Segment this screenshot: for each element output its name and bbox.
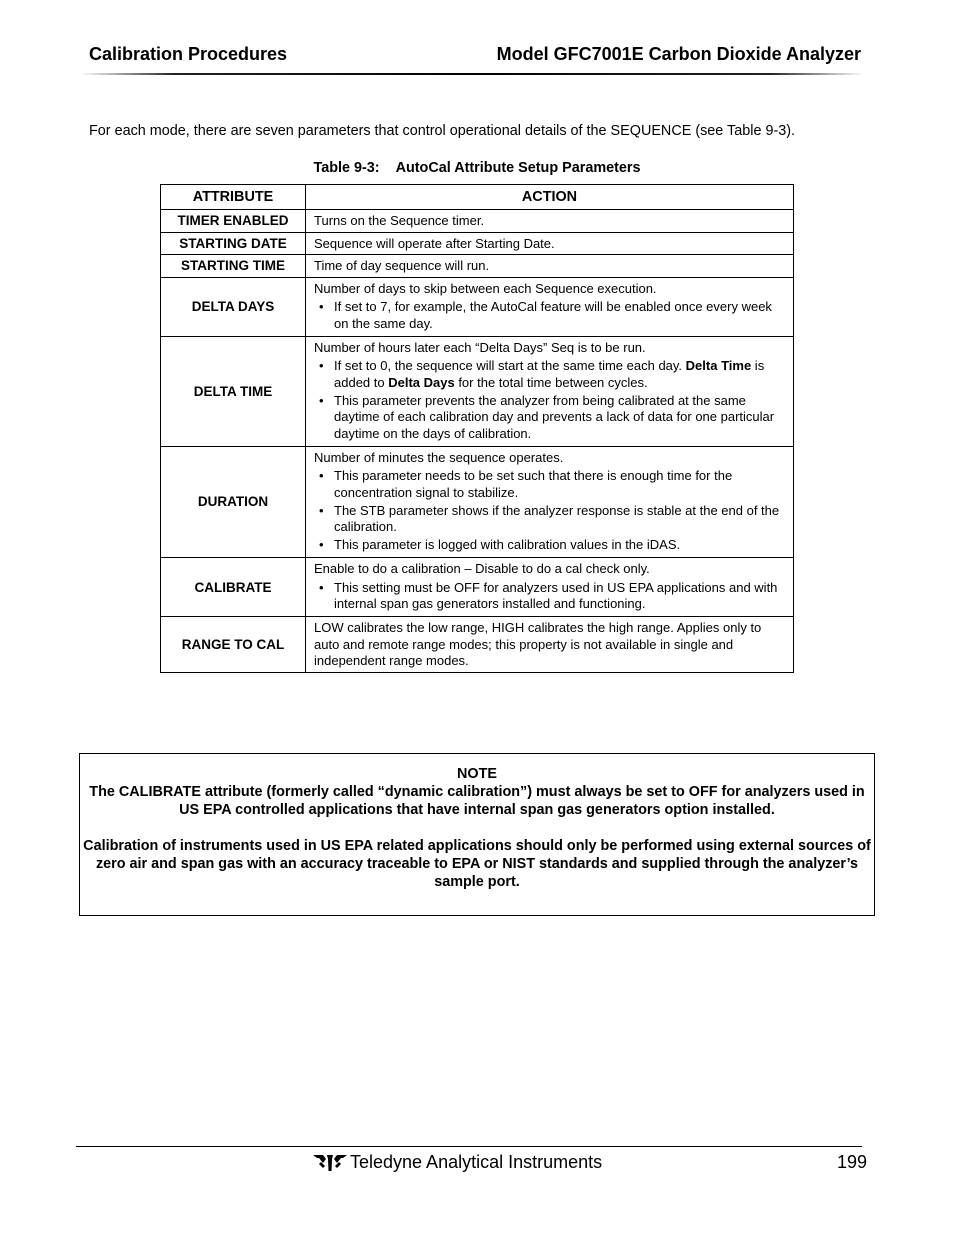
table-row bbox=[161, 232, 794, 255]
footer-company: Teledyne Analytical Instruments bbox=[350, 1152, 603, 1172]
note-paragraph: Calibration of instruments used in US EPA related applications should only be performed using external sources of zero air and span gas with an accuracy traceable to EPA or NIST standards and supplied through the analyzer’s sample port. bbox=[83, 838, 871, 890]
bullet-list bbox=[314, 468, 786, 554]
column-header-attribute: ATTRIBUTE bbox=[161, 185, 306, 210]
autocal-attribute-table bbox=[160, 184, 794, 673]
attribute-name: CALIBRATE bbox=[161, 558, 306, 617]
intro-paragraph: For each mode, there are seven parameters that control operational details of the SEQUENCE (see Table 9-3). bbox=[89, 123, 796, 139]
bullet-text: If set to 0, the sequence will start at the same time each day. bbox=[334, 358, 686, 373]
attribute-name: DELTA TIME bbox=[161, 336, 306, 446]
bullet-bold-text: Delta Time bbox=[685, 358, 752, 373]
attribute-action: Time of day sequence will run. bbox=[306, 255, 794, 278]
table-header-row bbox=[161, 185, 794, 210]
attribute-action: LOW calibrates the low range, HIGH calibrates the high range. Applies only to auto and remote range modes; this property is not available in single and independent range modes. bbox=[306, 617, 794, 673]
table-row bbox=[161, 446, 794, 558]
action-text: Enable to do a calibration – Disable to do a cal check only. bbox=[314, 561, 650, 576]
table-caption-number: Table 9-3: bbox=[313, 160, 380, 176]
attribute-name: DELTA DAYS bbox=[161, 277, 306, 336]
attribute-action bbox=[306, 558, 794, 617]
table-row bbox=[161, 336, 794, 446]
bullet-item: • This parameter prevents the analyzer from being calibrated at the same daytime of each calibration day and prevents a lack of data for one particular daytime on the days of calibration. bbox=[334, 393, 786, 443]
column-header-action: ACTION bbox=[306, 185, 794, 210]
bullet-item: • This parameter needs to be set such that there is enough time for the concentration signal to stabilize. bbox=[334, 468, 786, 501]
bullet-item: • The STB parameter shows if the analyzer response is stable at the end of the calibration. bbox=[334, 503, 786, 536]
attribute-name: STARTING TIME bbox=[161, 255, 306, 278]
page-number: 199 bbox=[836, 1152, 867, 1172]
attribute-name: DURATION bbox=[161, 446, 306, 558]
footer-divider bbox=[76, 1146, 862, 1147]
table-row bbox=[161, 558, 794, 617]
action-text: Number of days to skip between each Sequence execution. bbox=[314, 280, 657, 296]
bullet-item bbox=[334, 358, 786, 391]
bullet-text: for the total time between cycles. bbox=[454, 374, 648, 390]
table-row bbox=[161, 617, 794, 673]
table-caption bbox=[0, 160, 954, 176]
attribute-name: TIMER ENABLED bbox=[161, 210, 306, 233]
attribute-action bbox=[306, 446, 794, 558]
teledyne-logo-icon bbox=[313, 1152, 347, 1172]
bullet-list bbox=[314, 580, 786, 613]
attribute-action bbox=[306, 336, 794, 446]
attribute-name: STARTING DATE bbox=[161, 232, 306, 255]
note-paragraph: The CALIBRATE attribute (formerly called “dynamic calibration”) must always be set to OFF for analyzers used in US EPA controlled applications that have internal span gas generators option installed. bbox=[89, 784, 865, 818]
attribute-action bbox=[306, 277, 794, 336]
attribute-action: Sequence will operate after Starting Date. bbox=[306, 232, 794, 255]
header-section-title: Calibration Procedures bbox=[89, 44, 288, 64]
attribute-action: Turns on the Sequence timer. bbox=[306, 210, 794, 233]
note-box bbox=[79, 753, 875, 916]
table-row bbox=[161, 210, 794, 233]
bullet-bold-text: Delta Days bbox=[388, 374, 455, 390]
note-title: NOTE bbox=[457, 766, 497, 782]
bullet-text: is added to bbox=[334, 358, 765, 390]
header-model-title: Model GFC7001E Carbon Dioxide Analyzer bbox=[496, 44, 861, 64]
header-divider bbox=[80, 73, 864, 75]
table-row bbox=[161, 255, 794, 278]
action-text: Number of minutes the sequence operates. bbox=[314, 449, 564, 465]
bullet-item: • This setting must be OFF for analyzers used in US EPA applications and with internal span gas generators installed and functioning. bbox=[334, 580, 786, 613]
table-row bbox=[161, 277, 794, 336]
bullet-list bbox=[314, 299, 786, 332]
bullet-item: • If set to 7, for example, the AutoCal feature will be enabled once every week on the same day. bbox=[334, 299, 786, 332]
attribute-name: RANGE TO CAL bbox=[161, 617, 306, 673]
bullet-item: • This parameter is logged with calibration values in the iDAS. bbox=[334, 537, 786, 554]
table-caption-title: AutoCal Attribute Setup Parameters bbox=[395, 160, 641, 176]
action-text: Number of hours later each “Delta Days” Seq is to be run. bbox=[314, 339, 646, 355]
bullet-list bbox=[314, 358, 786, 442]
